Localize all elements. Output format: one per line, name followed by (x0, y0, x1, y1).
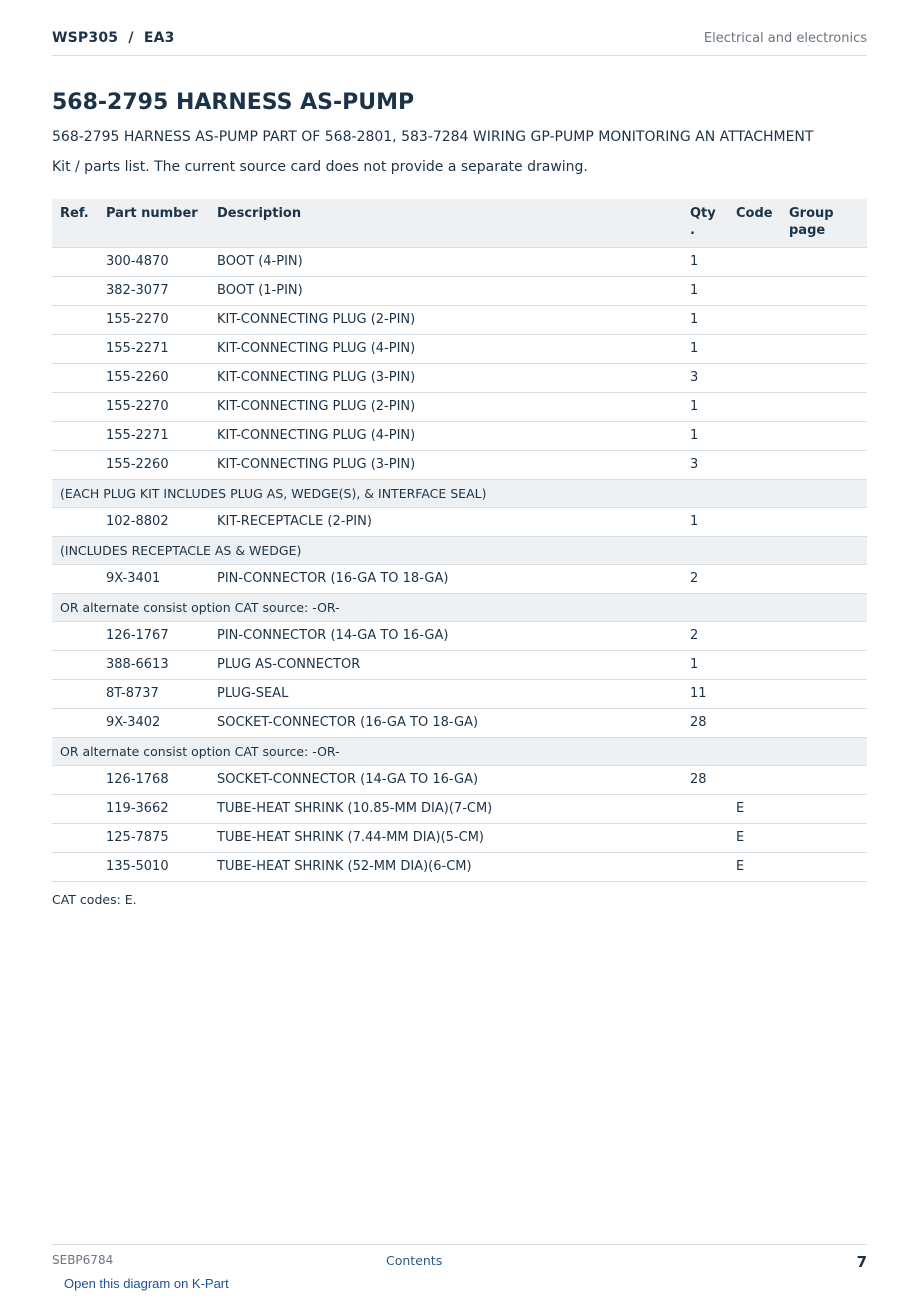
cell-code (728, 393, 781, 422)
table-note-row (52, 480, 867, 508)
cell-group-page (781, 306, 867, 335)
cell-part-number: 382-3077 (98, 277, 209, 306)
cell-code (728, 306, 781, 335)
open-diagram-link[interactable]: Open this diagram on K-Part (64, 1276, 229, 1291)
cell-qty (682, 824, 728, 853)
cell-ref (52, 277, 98, 306)
cell-description: KIT-CONNECTING PLUG (2-PIN) (209, 306, 682, 335)
cell-ref (52, 393, 98, 422)
cell-group-page (781, 766, 867, 795)
cell-qty: 1 (682, 393, 728, 422)
page-note: Kit / parts list. The current source card does not provide a separate drawing. (52, 159, 588, 175)
cell-group-page (781, 248, 867, 277)
cell-ref (52, 508, 98, 537)
table-row (52, 565, 867, 594)
cell-part-number: 126-1768 (98, 766, 209, 795)
table-note-row (52, 738, 867, 766)
cell-code (728, 277, 781, 306)
cell-code (728, 248, 781, 277)
cell-group-page (781, 508, 867, 537)
table-row (52, 651, 867, 680)
cell-qty: 2 (682, 565, 728, 594)
table-row (52, 451, 867, 480)
cell-qty (682, 853, 728, 882)
cell-description: SOCKET-CONNECTOR (14-GA TO 16-GA) (209, 766, 682, 795)
cell-qty: 1 (682, 422, 728, 451)
cell-ref (52, 306, 98, 335)
column-header-qty: Qty . (682, 199, 728, 248)
cell-code (728, 508, 781, 537)
table-note-text: (INCLUDES RECEPTACLE AS & WEDGE) (52, 537, 867, 565)
cat-codes-note: CAT codes: E. (52, 892, 137, 907)
table-row (52, 508, 867, 537)
cell-ref (52, 565, 98, 594)
parts-table (52, 199, 867, 882)
cell-qty: 1 (682, 277, 728, 306)
cell-description: PLUG AS-CONNECTOR (209, 651, 682, 680)
cell-group-page (781, 565, 867, 594)
cell-code (728, 680, 781, 709)
cell-description: KIT-CONNECTING PLUG (3-PIN) (209, 451, 682, 480)
cell-description: KIT-CONNECTING PLUG (2-PIN) (209, 393, 682, 422)
page-subtitle: 568-2795 HARNESS AS-PUMP PART OF 568-2801, 583-7284 WIRING GP-PUMP MONITORING AN ATTACHMENT (52, 129, 814, 145)
cell-code (728, 622, 781, 651)
cell-qty: 28 (682, 766, 728, 795)
cell-description: PIN-CONNECTOR (14-GA TO 16-GA) (209, 622, 682, 651)
cell-part-number: 135-5010 (98, 853, 209, 882)
cell-description: TUBE-HEAT SHRINK (52-MM DIA)(6-CM) (209, 853, 682, 882)
cell-qty: 2 (682, 622, 728, 651)
table-row (52, 622, 867, 651)
table-row (52, 335, 867, 364)
cell-code (728, 565, 781, 594)
cell-ref (52, 680, 98, 709)
cell-ref (52, 364, 98, 393)
table-note-row (52, 537, 867, 565)
footer-document-id: SEBP6784 (52, 1253, 114, 1267)
cell-part-number: 102-8802 (98, 508, 209, 537)
table-row (52, 277, 867, 306)
cell-code (728, 364, 781, 393)
cell-part-number: 9X-3401 (98, 565, 209, 594)
cell-ref (52, 422, 98, 451)
cell-group-page (781, 422, 867, 451)
cell-qty: 3 (682, 364, 728, 393)
table-row (52, 422, 867, 451)
cell-code (728, 451, 781, 480)
cell-group-page (781, 364, 867, 393)
cell-part-number: 155-2271 (98, 335, 209, 364)
cell-qty: 11 (682, 680, 728, 709)
cell-ref (52, 651, 98, 680)
table-note-text: OR alternate consist option CAT source: -OR- (52, 738, 867, 766)
cell-group-page (781, 451, 867, 480)
cell-code (728, 422, 781, 451)
cell-part-number: 388-6613 (98, 651, 209, 680)
cell-ref (52, 766, 98, 795)
table-row (52, 680, 867, 709)
column-header-group-page: Group page (781, 199, 867, 248)
cell-description: KIT-CONNECTING PLUG (3-PIN) (209, 364, 682, 393)
cell-group-page (781, 795, 867, 824)
cell-code (728, 651, 781, 680)
cell-description: KIT-RECEPTACLE (2-PIN) (209, 508, 682, 537)
cell-qty: 1 (682, 248, 728, 277)
cell-group-page (781, 680, 867, 709)
cell-description: SOCKET-CONNECTOR (16-GA TO 18-GA) (209, 709, 682, 738)
table-row (52, 766, 867, 795)
cell-part-number: 155-2260 (98, 451, 209, 480)
cell-code (728, 709, 781, 738)
cell-group-page (781, 853, 867, 882)
cell-description: PLUG-SEAL (209, 680, 682, 709)
cell-part-number: 119-3662 (98, 795, 209, 824)
document-id: WSP305 / EA3 (52, 30, 175, 46)
column-header-part-number: Part number (98, 199, 209, 248)
cell-part-number: 9X-3402 (98, 709, 209, 738)
cell-qty: 28 (682, 709, 728, 738)
table-row (52, 853, 867, 882)
cell-part-number: 155-2271 (98, 422, 209, 451)
cell-description: KIT-CONNECTING PLUG (4-PIN) (209, 422, 682, 451)
cell-qty: 1 (682, 508, 728, 537)
table-row (52, 824, 867, 853)
cell-part-number: 155-2270 (98, 393, 209, 422)
table-header-row (52, 199, 867, 248)
table-note-text: (EACH PLUG KIT INCLUDES PLUG AS, WEDGE(S), & INTERFACE SEAL) (52, 480, 867, 508)
cell-code (728, 335, 781, 364)
table-row (52, 364, 867, 393)
cell-qty: 1 (682, 306, 728, 335)
page-title: 568-2795 HARNESS AS-PUMP (52, 90, 415, 115)
table-row (52, 306, 867, 335)
contents-link[interactable]: Contents (386, 1253, 443, 1268)
page-number: 7 (856, 1253, 867, 1271)
section-name: Electrical and electronics (703, 31, 867, 46)
table-row (52, 248, 867, 277)
cell-description: TUBE-HEAT SHRINK (10.85-MM DIA)(7-CM) (209, 795, 682, 824)
parts-table-body (52, 248, 867, 882)
cell-qty (682, 795, 728, 824)
table-row (52, 795, 867, 824)
column-header-code: Code (728, 199, 781, 248)
cell-qty: 1 (682, 651, 728, 680)
cell-group-page (781, 709, 867, 738)
cell-part-number: 126-1767 (98, 622, 209, 651)
cell-description: PIN-CONNECTOR (16-GA TO 18-GA) (209, 565, 682, 594)
cell-group-page (781, 393, 867, 422)
column-header-ref: Ref. (52, 199, 98, 248)
cell-qty: 1 (682, 335, 728, 364)
cell-code (728, 766, 781, 795)
cell-description: BOOT (1-PIN) (209, 277, 682, 306)
cell-ref (52, 853, 98, 882)
page-header (52, 28, 867, 56)
cell-code: E (728, 853, 781, 882)
cell-part-number: 155-2260 (98, 364, 209, 393)
cell-group-page (781, 651, 867, 680)
cell-ref (52, 709, 98, 738)
cell-description: KIT-CONNECTING PLUG (4-PIN) (209, 335, 682, 364)
cell-qty: 3 (682, 451, 728, 480)
cell-group-page (781, 824, 867, 853)
cell-part-number: 125-7875 (98, 824, 209, 853)
page-footer (52, 1244, 867, 1274)
cell-part-number: 155-2270 (98, 306, 209, 335)
table-row (52, 393, 867, 422)
cell-group-page (781, 335, 867, 364)
cell-group-page (781, 277, 867, 306)
column-header-description: Description (209, 199, 682, 248)
table-note-row (52, 594, 867, 622)
cell-ref (52, 824, 98, 853)
cell-description: BOOT (4-PIN) (209, 248, 682, 277)
cell-ref (52, 622, 98, 651)
cell-ref (52, 248, 98, 277)
cell-code: E (728, 824, 781, 853)
cell-ref (52, 795, 98, 824)
cell-ref (52, 335, 98, 364)
cell-part-number: 8T-8737 (98, 680, 209, 709)
cell-part-number: 300-4870 (98, 248, 209, 277)
cell-ref (52, 451, 98, 480)
table-note-text: OR alternate consist option CAT source: -OR- (52, 594, 867, 622)
cell-code: E (728, 795, 781, 824)
cell-group-page (781, 622, 867, 651)
table-row (52, 709, 867, 738)
cell-description: TUBE-HEAT SHRINK (7.44-MM DIA)(5-CM) (209, 824, 682, 853)
